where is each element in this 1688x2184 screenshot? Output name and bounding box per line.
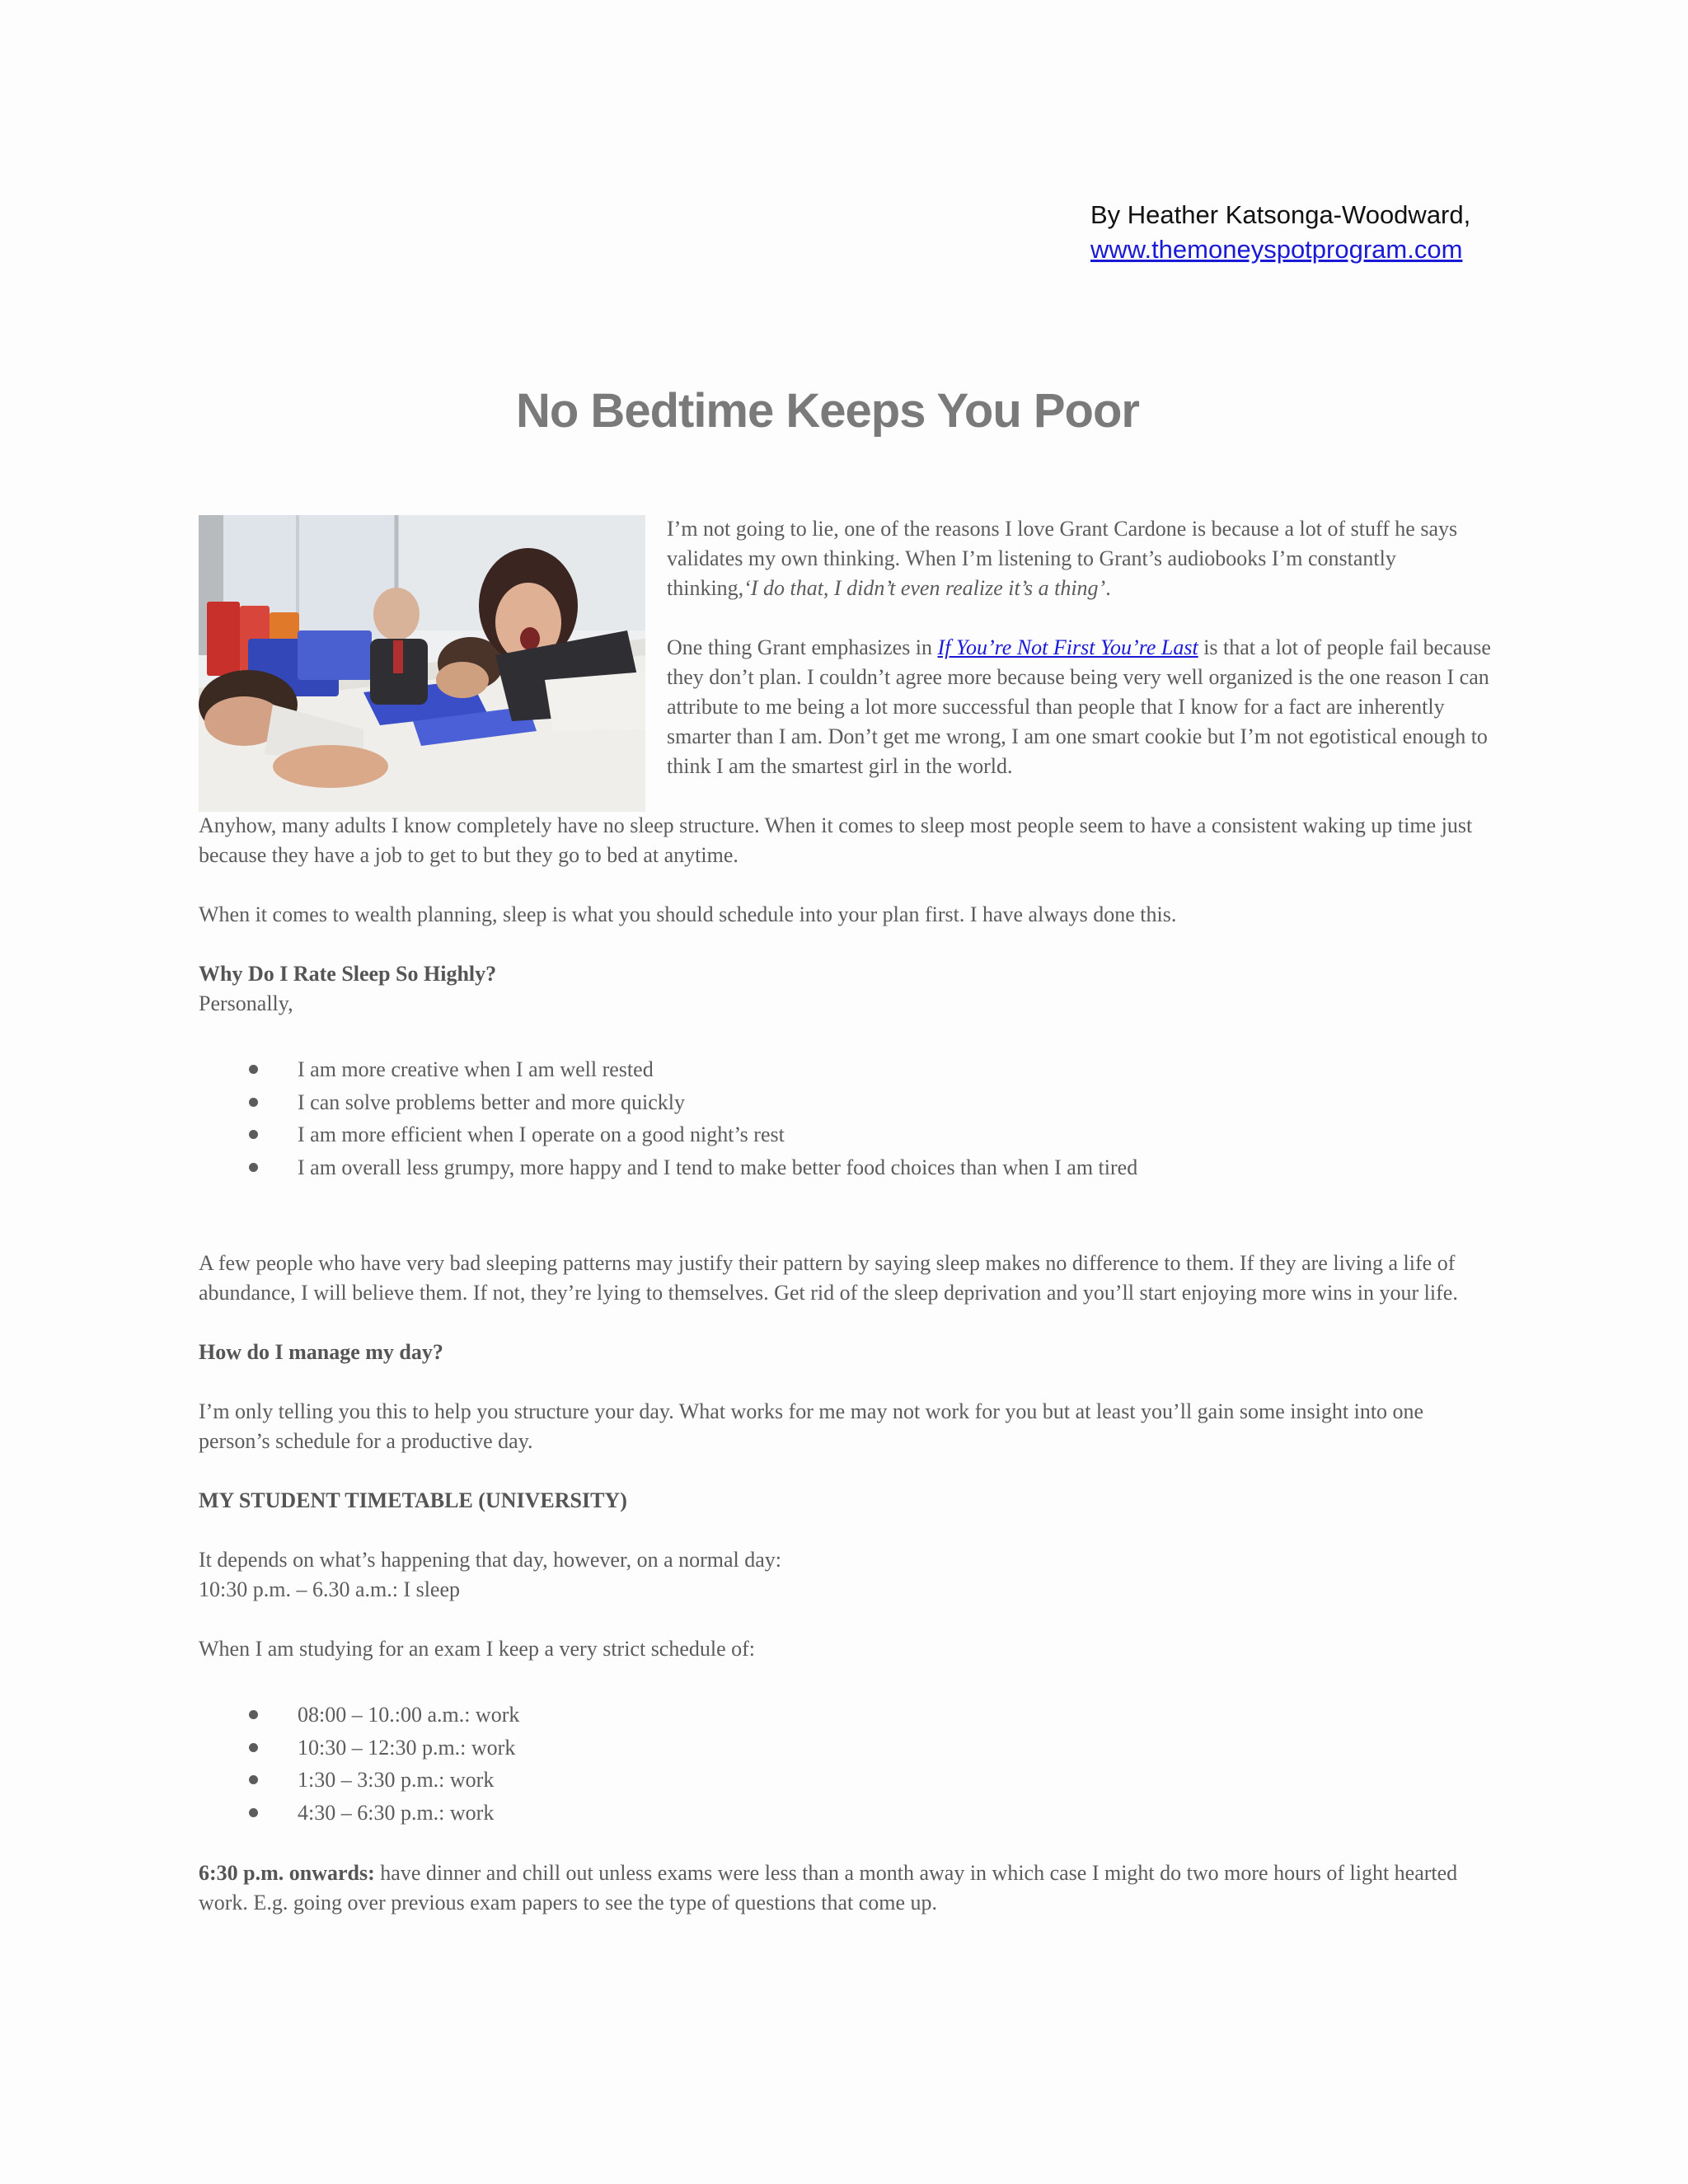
book-link[interactable]: If You’re Not First You’re Last xyxy=(937,635,1198,659)
paragraph-few-people: A few people who have very bad sleeping patterns may justify their pattern by saying sleep makes no difference to them. If they are living a life of abundance, I will believe them. If not, they’re lying to themselves. Get rid of the sleep deprivation and you’ll start enjoying more wins in your life. xyxy=(199,1251,1458,1305)
list-item: I am more efficient when I operate on a good night’s rest xyxy=(199,1118,1493,1151)
schedule-list xyxy=(199,1699,1493,1829)
intro-section xyxy=(667,514,1491,781)
list-item: 10:30 – 12:30 p.m.: work xyxy=(199,1732,1493,1765)
paragraph-evening: 6:30 p.m. onwards: have dinner and chill out unless exams were less than a month away in which case I might do two more hours of light hearted work. E.g. going over previous exam papers to see the type of questions that come up. xyxy=(199,1861,1458,1915)
reasons-list xyxy=(199,1053,1493,1183)
bullet-icon xyxy=(249,1065,258,1074)
bullet-icon xyxy=(249,1098,258,1107)
list-item: I am overall less grumpy, more happy and I tend to make better food choices than when I am tired xyxy=(199,1151,1493,1184)
personally-label: Personally, xyxy=(199,991,293,1015)
bullet-icon xyxy=(249,1743,258,1752)
bullet-icon xyxy=(249,1775,258,1784)
paragraph-wealth: When it comes to wealth planning, sleep is what you should schedule into your plan first. I have always done this. xyxy=(199,902,1177,926)
bullet-icon xyxy=(249,1808,258,1817)
author-name: By Heather Katsonga-Woodward, xyxy=(1090,200,1471,229)
list-item: 4:30 – 6:30 p.m.: work xyxy=(199,1797,1493,1830)
byline xyxy=(1090,198,1470,267)
paragraph-only-telling: I’m only telling you this to help you structure your day. What works for me may not work for you but at least you’ll gain some insight into one person’s schedule for a productive day. xyxy=(199,1399,1424,1453)
bullet-icon xyxy=(249,1130,258,1139)
bullet-icon xyxy=(249,1710,258,1719)
heading-timetable: MY STUDENT TIMETABLE (UNIVERSITY) xyxy=(199,1488,627,1512)
intro-quote: ‘I do that, I didn’t even realize it’s a thing’ xyxy=(743,576,1106,600)
intro-paragraph-2: One thing Grant emphasizes in If You’re Not First You’re Last is that a lot of people fail because they don’t plan. I couldn’t agree more because being very well organized is the one reason I can attribute to me being a lot more successful than people that I know for a fact are inherently smarter than I am. Don’t get me wrong, I am one smart cookie but I’m not egotistical enough to think I am the smartest girl in the world. xyxy=(667,635,1491,778)
article-photo xyxy=(199,515,645,812)
list-item: I can solve problems better and more quickly xyxy=(199,1086,1493,1119)
heading-why-sleep: Why Do I Rate Sleep So Highly? xyxy=(199,962,497,986)
heading-manage-day: How do I manage my day? xyxy=(199,1340,443,1364)
page-title: No Bedtime Keeps You Poor xyxy=(516,384,1139,438)
sleeping-office-workers-image xyxy=(199,515,645,812)
evening-label: 6:30 p.m. onwards: xyxy=(199,1861,375,1885)
intro-paragraph-1: I’m not going to lie, one of the reasons I love Grant Cardone is because a lot of stuff he says validates my own thinking. When I’m listening to Grant’s audiobooks I’m constantly thinking,‘I do that, I didn’t even realize it’s a thing’. xyxy=(667,517,1458,600)
paragraph-exam: When I am studying for an exam I keep a very strict schedule of: xyxy=(199,1637,756,1661)
list-item: 1:30 – 3:30 p.m.: work xyxy=(199,1764,1493,1797)
main-body xyxy=(199,811,1493,1918)
paragraph-depends: It depends on what’s happening that day, however, on a normal day: xyxy=(199,1548,782,1572)
paragraph-anyhow: Anyhow, many adults I know completely have no sleep structure. When it comes to sleep most people seem to have a consistent waking up time just because they have a job to get to but they go to bed at anytime. xyxy=(199,813,1473,867)
website-link[interactable]: www.themoneyspotprogram.com xyxy=(1090,235,1463,264)
sleep-time: 10:30 p.m. – 6.30 a.m.: I sleep xyxy=(199,1577,461,1601)
list-item: I am more creative when I am well rested xyxy=(199,1053,1493,1086)
bullet-icon xyxy=(249,1163,258,1172)
list-item: 08:00 – 10.:00 a.m.: work xyxy=(199,1699,1493,1732)
